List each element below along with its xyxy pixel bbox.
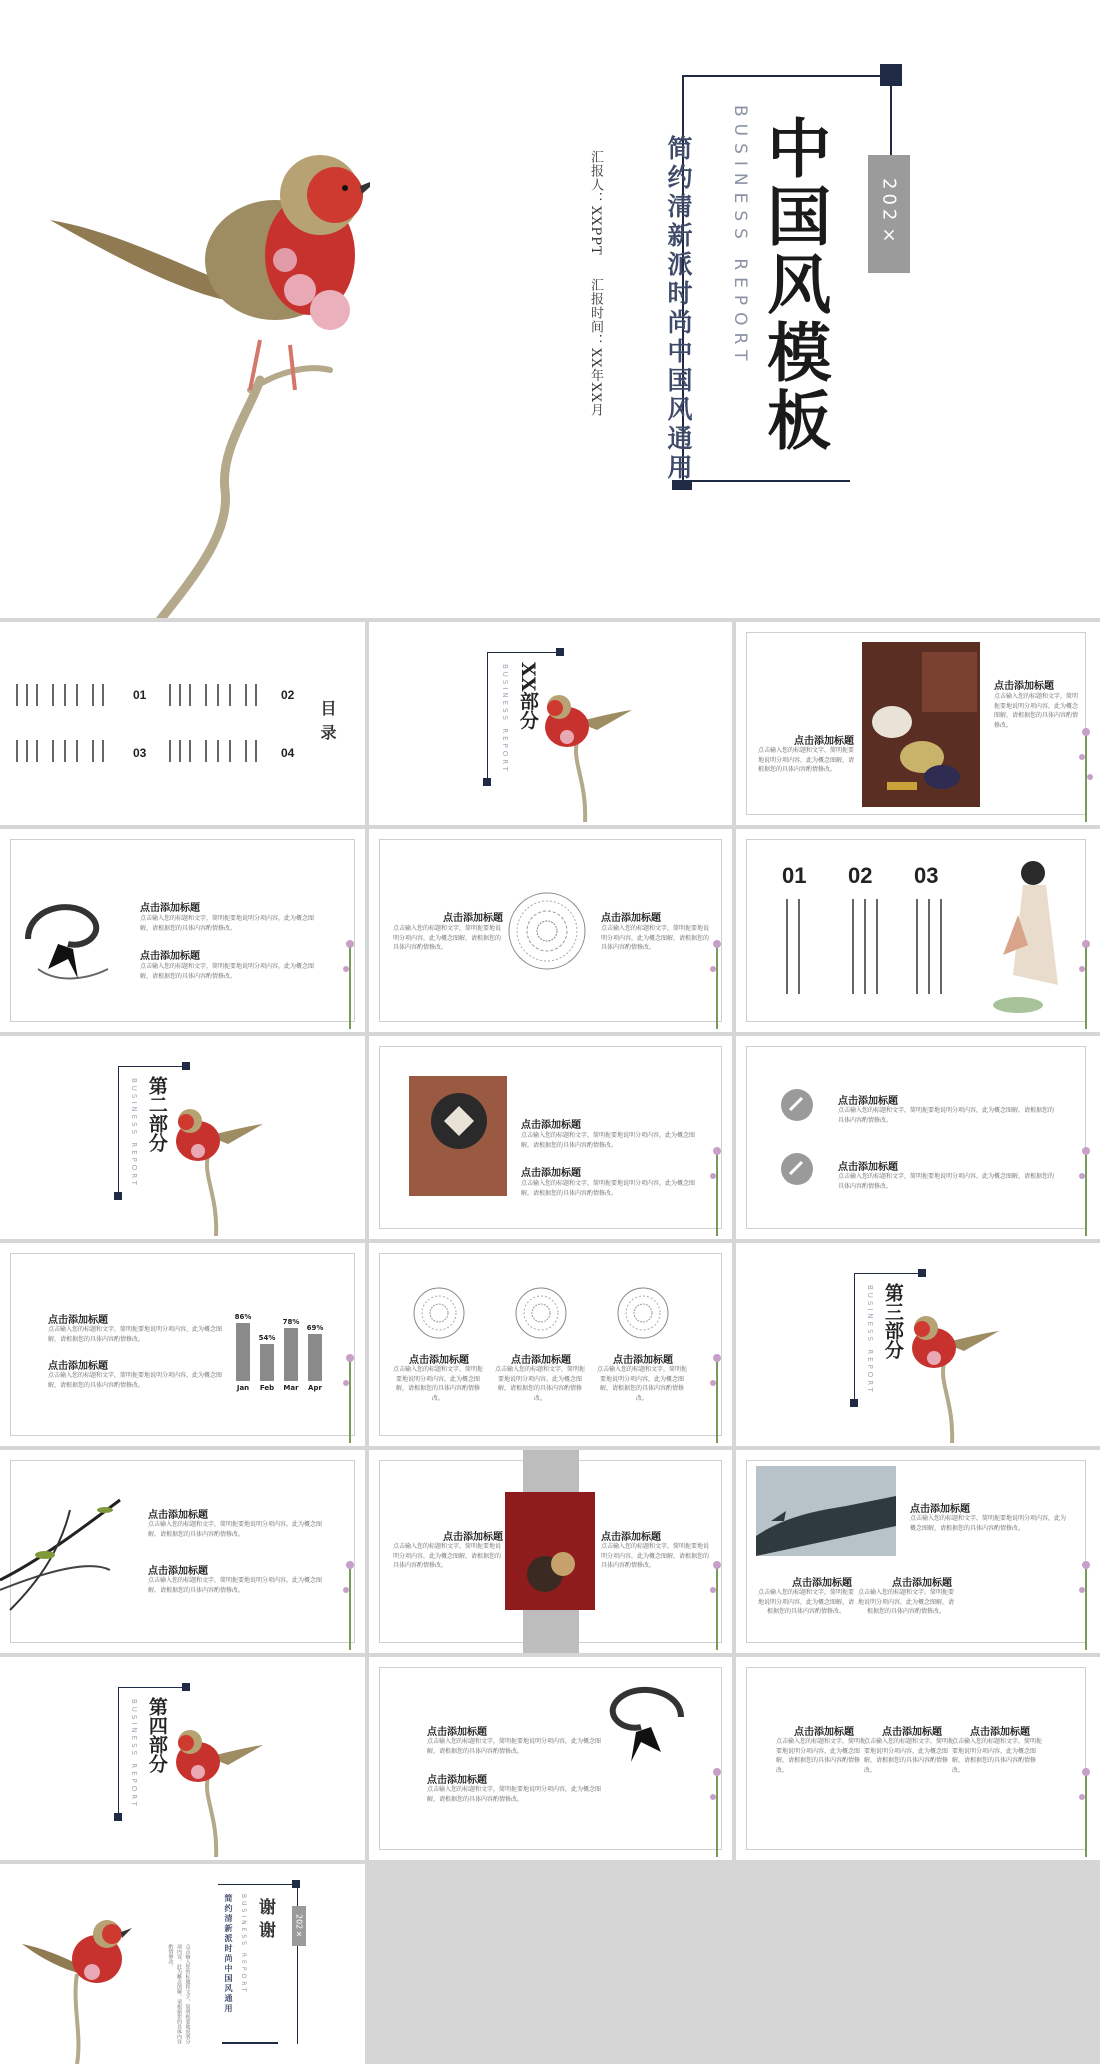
content-heading: 点击添加标题 — [148, 1510, 208, 1521]
content-heading-2: 点击添加标题 — [48, 1361, 108, 1372]
section-square-top — [182, 1683, 190, 1691]
section-square-bottom — [114, 1813, 122, 1821]
pattern-circle-icon — [413, 1287, 465, 1339]
content-heading-2: 点击添加标题 — [427, 1775, 487, 1786]
content-body-2: 点击输入您的标题和文字，简明扼要地说明分项内容，此为概念图解，请根据您的具体内容酌情修改。 — [521, 1180, 696, 1197]
content-heading-2: 点击添加标题 — [601, 913, 661, 924]
slide-three-columns[interactable] — [736, 1657, 1100, 1860]
content-body-2: 点击输入您的标题和文字，简明扼要地说明分项内容，此为概念图解，请根据您的具体内容酌情修改。 — [148, 1577, 323, 1594]
content-heading: 点击添加标题 — [409, 1355, 469, 1366]
toc-text-grid — [12, 682, 132, 772]
content-body-2: 点击输入您的标题和文字，简明扼要地说明分项内容，此为概念图解，请根据您的具体内容酌情修改。 — [495, 1366, 586, 1402]
content-heading-2: 点击添加标题 — [838, 1162, 898, 1173]
content-heading: 点击添加标题 — [521, 1120, 581, 1131]
slide-grass-insect[interactable] — [0, 1450, 365, 1653]
grass-insect-illustration — [0, 1470, 130, 1620]
bar-category-label: Mar — [283, 1384, 299, 1392]
thanks-bottom-line — [222, 2042, 278, 2044]
slide-section-xx[interactable] — [369, 622, 732, 825]
thanks-english: BUSINESS REPORT — [240, 1894, 247, 1995]
cover-frame-right — [890, 75, 892, 165]
content-heading: 点击添加标题 — [48, 1315, 108, 1326]
content-heading-2: 点击添加标题 — [882, 1727, 942, 1738]
content-heading: 点击添加标题 — [838, 1096, 898, 1107]
bar-mar — [284, 1328, 298, 1381]
content-heading-2: 点击添加标题 — [140, 951, 200, 962]
section-english: BUSINESS REPORT — [130, 1699, 138, 1809]
toc-num-01[interactable]: 01 — [133, 688, 147, 702]
flower-sprig-icon — [1074, 722, 1098, 822]
section-square-top — [556, 648, 564, 656]
flower-sprig-icon — [705, 1348, 729, 1443]
pattern-circle-icon — [617, 1287, 669, 1339]
content-body: 点击输入您的标题和文字，简明扼要地说明分项内容，此为概念图解，请根据您的具体内容酌情修改。 — [393, 1366, 484, 1402]
toc-num-04[interactable]: 04 — [281, 746, 295, 760]
vertical-text-columns — [782, 899, 972, 999]
cover-year-badge: 202× — [868, 155, 910, 273]
content-heading-2: 点击添加标题 — [792, 1578, 852, 1589]
flower-sprig-icon — [338, 934, 362, 1029]
red-ink-photo — [505, 1492, 595, 1610]
slide-numbers[interactable] — [736, 829, 1100, 1032]
section-english: BUSINESS REPORT — [130, 1078, 138, 1188]
flower-sprig-icon — [338, 1555, 362, 1650]
content-body: 点击输入您的标题和文字，简明扼要地说明分项内容，此为概念图解，请根据您的具体内容酌情修改。 — [427, 1738, 602, 1755]
section-square-bottom — [114, 1192, 122, 1200]
temple-roof-photo — [756, 1466, 896, 1556]
tea-tray-photo — [409, 1076, 507, 1196]
bar-value-label: 86% — [234, 1312, 252, 1321]
bar-category-label: Apr — [308, 1384, 322, 1392]
slide-bar-chart[interactable] — [0, 1243, 365, 1446]
slide-frame — [379, 1253, 722, 1436]
content-body-2: 点击输入您的标题和文字，简明扼要地说明分项内容，此为概念图解，请根据您的具体内容酌情修改。 — [994, 693, 1079, 729]
section-title: 第四部分 — [145, 1697, 168, 1773]
content-heading-2: 点击添加标题 — [521, 1168, 581, 1179]
content-body: 点击输入您的标题和文字，简明扼要地说明分项内容，此为概念图解，请根据您的具体内容酌情修改。 — [910, 1515, 1067, 1532]
pattern-circle-icon — [515, 1287, 567, 1339]
flower-sprig-icon — [705, 934, 729, 1029]
toc-text-grid-2 — [165, 682, 275, 772]
slide-thanks[interactable] — [0, 1864, 365, 2064]
thanks-subtitle: 简约清新派时尚中国风通用 — [224, 1894, 234, 2014]
slide-section-2[interactable] — [0, 1036, 365, 1239]
cover-reporter: 汇报人：XXPPT — [588, 150, 603, 256]
content-heading: 点击添加标题 — [443, 913, 503, 924]
thanks-square — [292, 1880, 300, 1888]
robin-small-icon — [168, 1096, 263, 1236]
bar-value-label: 54% — [258, 1334, 276, 1343]
content-heading: 点击添加标题 — [794, 1727, 854, 1738]
content-heading: 点击添加标题 — [427, 1727, 487, 1738]
slide-red-center[interactable] — [369, 1450, 732, 1653]
content-body-2: 点击输入您的标题和文字，简明扼要地说明分项内容，此为概念图解，请根据您的具体内容酌情修改。 — [757, 1589, 854, 1616]
content-heading-2: 点击添加标题 — [601, 1532, 661, 1543]
robin-illustration — [50, 150, 370, 618]
flower-sprig-icon — [1074, 1141, 1098, 1236]
slide-circle-pattern[interactable] — [369, 829, 732, 1032]
content-heading-2: 点击添加标题 — [994, 681, 1054, 692]
pen-icon — [780, 1152, 814, 1186]
flower-sprig-icon — [1074, 1555, 1098, 1650]
number-02: 02 — [848, 863, 873, 888]
bar-jan — [236, 1323, 250, 1381]
section-square-top — [918, 1269, 926, 1277]
content-body: 点击输入您的标题和文字，简明扼要地说明分项内容，此为概念图解，请根据您的具体内容酌情修改。 — [48, 1326, 223, 1343]
content-body-2: 点击输入您的标题和文字，简明扼要地说明分项内容，此为概念图解，请根据您的具体内容酌情修改。 — [601, 925, 710, 952]
lady-figure-illustration — [988, 855, 1078, 1020]
cover-slide[interactable] — [0, 0, 1100, 618]
content-body: 点击输入您的标题和文字，简明扼要地说明分项内容，此为概念图解，请根据您的具体内容酌情修改。 — [521, 1132, 696, 1149]
section-square-bottom — [850, 1399, 858, 1407]
content-body: 点击输入您的标题和文字，简明扼要地说明分项内容，此为概念图解，请根据您的具体内容酌情修改。 — [393, 925, 502, 952]
slide-icons-text[interactable] — [736, 1036, 1100, 1239]
ink-dragon-illustration — [591, 1677, 691, 1767]
content-body-3: 点击输入您的标题和文字，简明扼要地说明分项内容，此为概念图解，请根据您的具体内容酌情修改。 — [952, 1738, 1043, 1774]
bar-value-label: 78% — [282, 1317, 300, 1326]
toc-num-02[interactable]: 02 — [281, 688, 295, 702]
toc-num-03[interactable]: 03 — [133, 746, 147, 760]
content-heading: 点击添加标题 — [910, 1504, 970, 1515]
robin-small-icon — [168, 1717, 263, 1857]
robin-small-icon — [537, 682, 632, 822]
bar-feb — [260, 1344, 274, 1381]
content-body-2: 点击输入您的标题和文字，简明扼要地说明分项内容，此为概念图解，请根据您的具体内容酌情修改。 — [601, 1543, 710, 1570]
cover-frame-bottom — [682, 480, 850, 482]
slide-photo-text-2[interactable] — [369, 1036, 732, 1239]
slide-ink-right[interactable] — [369, 1657, 732, 1860]
ink-dragon-illustration — [18, 889, 118, 989]
content-heading: 点击添加标题 — [794, 736, 854, 747]
content-body: 点击输入您的标题和文字，简明扼要地说明分项内容，此为概念图解，请根据您的具体内容酌情修改。 — [776, 1738, 867, 1774]
content-heading-2: 点击添加标题 — [511, 1355, 571, 1366]
cover-frame-top — [682, 75, 892, 77]
flower-sprig-icon — [1074, 934, 1098, 1029]
bar-category-label: Jan — [236, 1384, 250, 1392]
thanks-title: 谢谢 — [255, 1898, 275, 1944]
section-title: 第二部分 — [145, 1076, 168, 1152]
pattern-circle-icon — [507, 891, 587, 971]
number-03: 03 — [914, 863, 939, 888]
pen-icon — [780, 1088, 814, 1122]
cover-title: 中国风模板 — [756, 115, 832, 455]
content-body: 点击输入您的标题和文字，简明扼要地说明分项内容，此为概念图解，请根据您的具体内容酌情修改。 — [393, 1543, 502, 1570]
slide-ink-text[interactable] — [0, 829, 365, 1032]
content-body-2: 点击输入您的标题和文字，简明扼要地说明分项内容，此为概念图解，请根据您的具体内容酌情修改。 — [838, 1173, 1055, 1190]
section-title: XX部分 — [516, 662, 539, 730]
robin-illustration — [22, 1904, 132, 2064]
cover-english: BUSINESS REPORT — [730, 105, 750, 368]
cover-square-top — [880, 64, 902, 86]
content-heading-3: 点击添加标题 — [970, 1727, 1030, 1738]
slide-roof-photo[interactable] — [736, 1450, 1100, 1653]
content-body-2: 点击输入您的标题和文字，简明扼要地说明分项内容，此为概念图解，请根据您的具体内容酌情修改。 — [427, 1786, 602, 1803]
flower-sprig-icon — [1074, 1762, 1098, 1857]
content-heading: 点击添加标题 — [443, 1532, 503, 1543]
flower-sprig-icon — [705, 1555, 729, 1650]
content-body-3: 点击输入您的标题和文字，简明扼要地说明分项内容，此为概念图解，请根据您的具体内容酌情修改。 — [597, 1366, 688, 1402]
flower-sprig-icon — [705, 1141, 729, 1236]
slide-three-circles[interactable] — [369, 1243, 732, 1446]
section-title: 第三部分 — [881, 1283, 904, 1359]
content-heading-3: 点击添加标题 — [892, 1578, 952, 1589]
content-heading-2: 点击添加标题 — [148, 1566, 208, 1577]
thanks-year-badge: 202× — [292, 1906, 306, 1946]
thanks-body: 点击输入您的标题和文字，简明扼要地说明分项内容，此为概念图解，请根据您的具体内容酌情修改。 — [167, 1944, 191, 2044]
slide-photo-text[interactable] — [736, 622, 1100, 825]
slide-frame — [746, 1046, 1086, 1229]
content-body-2: 点击输入您的标题和文字，简明扼要地说明分项内容，此为概念图解，请根据您的具体内容酌情修改。 — [48, 1372, 223, 1389]
bar-value-label: 69% — [306, 1324, 324, 1333]
content-heading-3: 点击添加标题 — [613, 1355, 673, 1366]
flower-sprig-icon — [705, 1762, 729, 1857]
bar-apr — [308, 1334, 322, 1381]
content-body: 点击输入您的标题和文字，简明扼要地说明分项内容，此为概念图解，请根据您的具体内容酌情修改。 — [148, 1521, 323, 1538]
slide-section-4[interactable] — [0, 1657, 365, 1860]
tea-set-photo — [862, 642, 980, 807]
section-square-top — [182, 1062, 190, 1070]
toc-title: 目录 — [318, 700, 337, 748]
content-heading: 点击添加标题 — [140, 903, 200, 914]
number-01: 01 — [782, 863, 807, 888]
content-body: 点击输入您的标题和文字，简明扼要地说明分项内容，此为概念图解，请根据您的具体内容酌情修改。 — [758, 747, 855, 774]
section-square-bottom — [483, 778, 491, 786]
flower-sprig-icon — [338, 1348, 362, 1443]
slide-toc[interactable] — [0, 622, 365, 825]
content-body-3: 点击输入您的标题和文字，简明扼要地说明分项内容，此为概念图解，请根据您的具体内容酌情修改。 — [857, 1589, 954, 1616]
cover-report-time: 汇报时间：XX年XX月 — [588, 278, 603, 418]
content-body: 点击输入您的标题和文字，简明扼要地说明分项内容，此为概念图解，请根据您的具体内容酌情修改。 — [838, 1107, 1055, 1124]
cover-subtitle: 简约清新派时尚中国风通用 — [664, 135, 693, 483]
content-body-2: 点击输入您的标题和文字，简明扼要地说明分项内容，此为概念图解，请根据您的具体内容酌情修改。 — [140, 963, 315, 980]
section-english: BUSINESS REPORT — [501, 664, 509, 774]
bar-chart — [234, 1299, 334, 1399]
content-body-2: 点击输入您的标题和文字，简明扼要地说明分项内容，此为概念图解，请根据您的具体内容酌情修改。 — [864, 1738, 955, 1774]
section-english: BUSINESS REPORT — [866, 1285, 874, 1395]
content-body: 点击输入您的标题和文字，简明扼要地说明分项内容，此为概念图解，请根据您的具体内容酌情修改。 — [140, 915, 315, 932]
bar-category-label: Feb — [259, 1384, 275, 1392]
robin-small-icon — [904, 1303, 999, 1443]
slide-section-3[interactable] — [736, 1243, 1100, 1446]
